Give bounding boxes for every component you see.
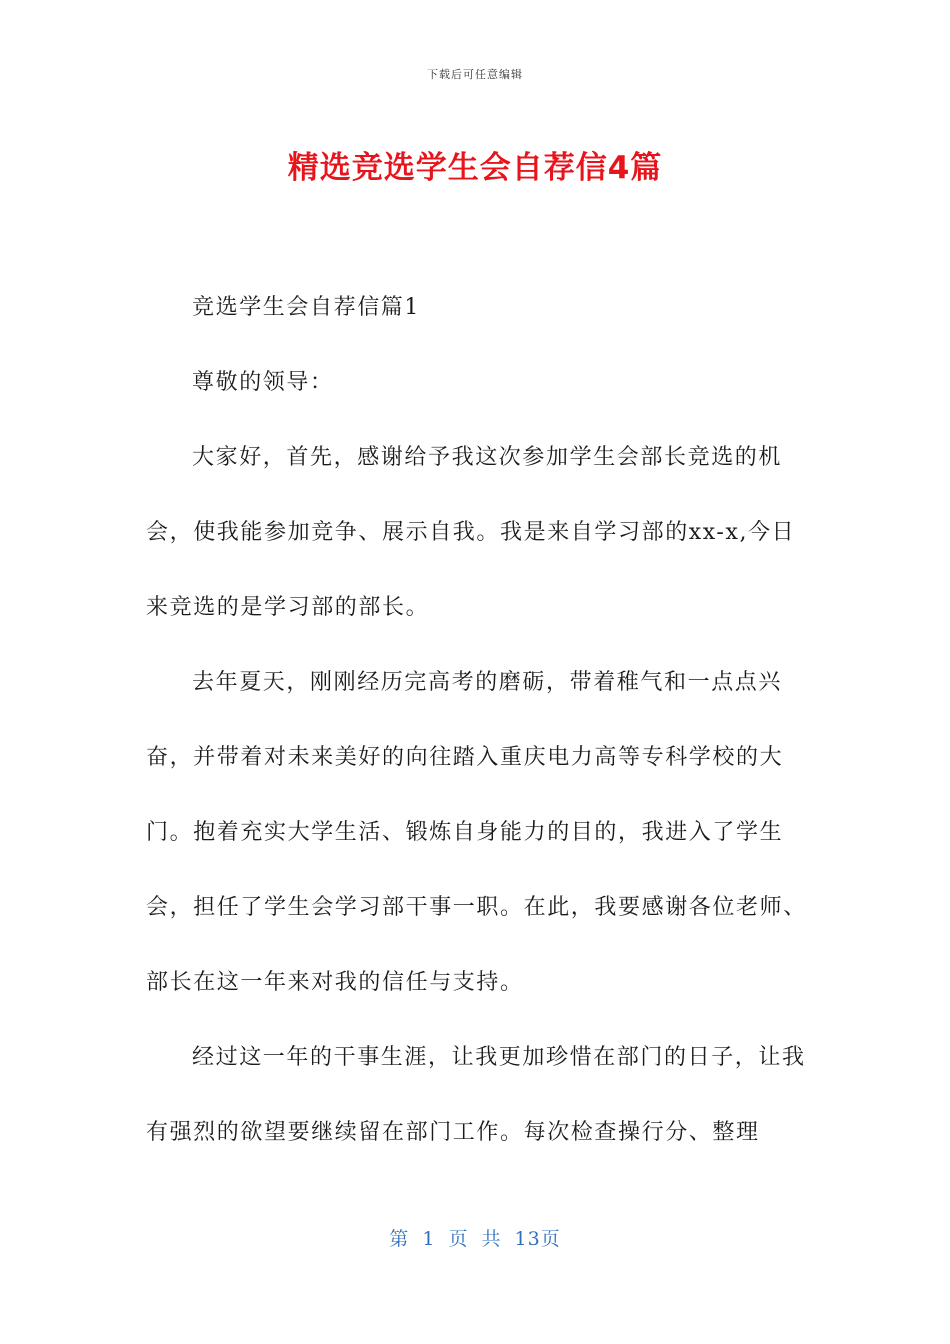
- document-body: [146, 270, 808, 1170]
- section-heading: 竞选学生会自荐信篇1: [192, 295, 420, 320]
- document-title: 精选竞选学生会自荐信4篇: [287, 150, 663, 186]
- body-paragraph: 去年夏天，刚刚经历完高考的磨砺，带着稚气和一点点兴奋，并带着对未来美好的向往踏入重庆电力高等专科学校的大门。抱着充实大学生活、锻炼自身能力的目的，我进入了学生会，担任了学生会学习部干事一职。在此，我要感谢各位老师、部长在这一年来对我的信任与支持。: [146, 670, 807, 995]
- header-note: 下载后可任意编辑: [427, 68, 523, 81]
- body-paragraph: 大家好，首先，感谢给予我这次参加学生会部长竞选的机会，使我能参加竞争、展示自我。我是来自学习部的xx-x,今日来竞选的是学习部的部长。: [146, 445, 796, 620]
- salutation: 尊敬的领导：: [192, 370, 334, 395]
- page-number: 第 1 页 共 13页: [389, 1228, 561, 1250]
- body-paragraph: 经过这一年的干事生涯，让我更加珍惜在部门的日子，让我有强烈的欲望要继续留在部门工作。每次检查操行分、整理: [146, 1045, 806, 1145]
